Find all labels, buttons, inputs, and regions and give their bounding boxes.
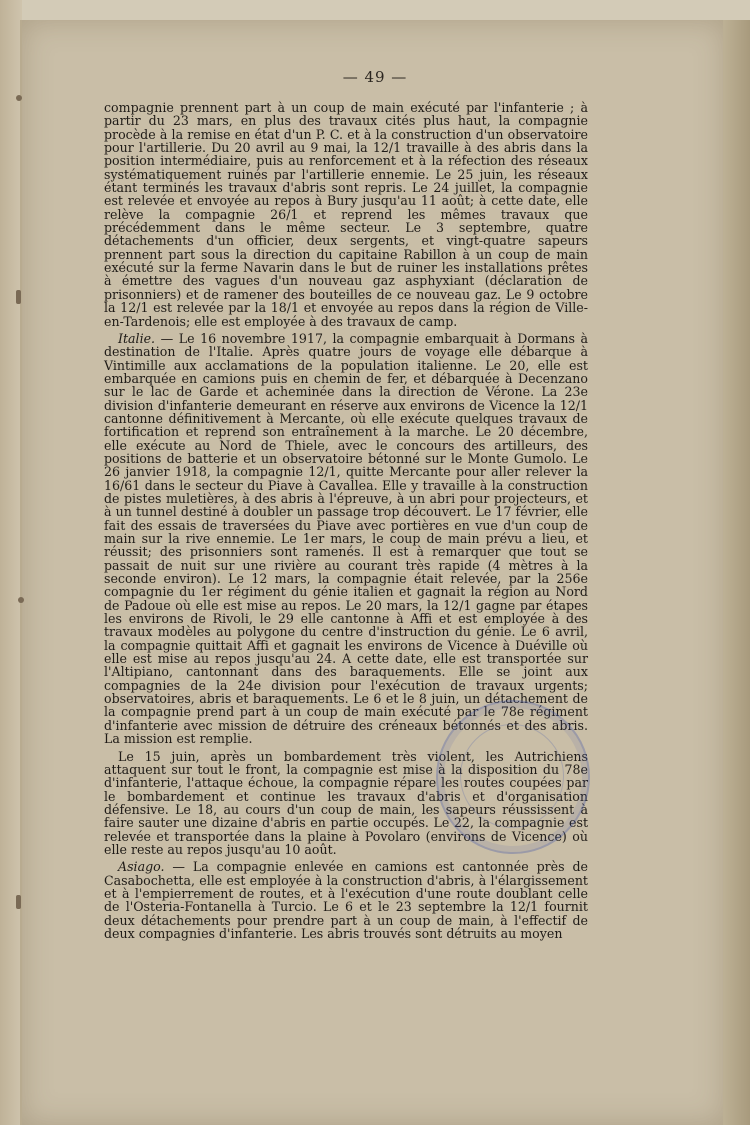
stamp-inner-ring — [460, 724, 564, 828]
paragraph-text: compagnie prennent part à un coup de main exécuté par l'infanterie ; à partir du 23 mars, en plus des travaux cités plus haut, la compagnie procède à la remise en état d'un P. C. et à la construction d'un observatoire pour l'artillerie. Du 20 avril au 9 mai, la 12/1 travaille à des abris dans la position intermédiaire, puis au renforcement et à la réfection des réseaux systématiquement ruinés par l'artillerie ennemie. Le 25 juin, les réseaux étant terminés les travaux d'abris sont repris. Le 24 juillet, la compagnie est relevée et envoyée au repos à Bury jusqu'au 11 août; à cette date, elle relève la compagnie 26/1 et reprend les mêmes travaux que précédemment dans le même secteur. Le 3 septembre, quatre détachements d'un officier, deux sergents, et vingt-quatre sapeurs prennent part sous la direction du capitaine Rabillon à un coup de main exécuté sur la ferme Navarin dans le but de ruiner les installations prêtes à émettre des vagues d'un nouveau gaz asphyxiant (déclaration de prisonniers) et de ramener des bouteilles de ce nouveau gaz. Le 9 octobre la 12/1 est relevée par la 18/1 et envoyée au repos dans la région de Ville-en-Tardenois; elle est employée à des travaux de camp. — [104, 100, 588, 329]
paragraph — [104, 101, 588, 328]
paragraph-asiago — [104, 860, 588, 940]
margin-mark — [18, 597, 24, 603]
margin-mark — [16, 290, 21, 304]
page-edge — [723, 20, 750, 1125]
paragraph-text: La compagnie enlevée en camions est cantonnée près de Casabochetta, elle est employée à la construction d'abris, à l'élargissement et à l'empierrement de routes, et à l'exécution d'une route doublant celle de l'Osteria-Fontanella à Turcio. Le 6 et le 23 septembre la 12/1 fournit deux détachements pour prendre part à un coup de main, à l'effectif de deux compagnies d'infanterie. Les abris trouvés sont détruits au moyen — [104, 859, 588, 941]
book-spine — [0, 0, 22, 1125]
page-number: — 49 — — [342, 68, 408, 86]
margin-mark — [16, 895, 21, 909]
library-stamp — [436, 700, 590, 854]
paragraph-text: Le 15 juin, après un bombardement très violent, les Autrichiens attaquent sur tout le front, la compagnie est mise à la disposition du 78e d'infanterie, l'attaque échoue, la compagnie répare les routes coupées par le bombardement et continue les travaux d'abris et d'organisation défensive. Le 18, au cours d'un coup de main, les sapeurs réussissent à faire sauter une dizaine d'abris en partie occupés. Le 22, la compagnie est relevée et transportée dans la plaine à Povolaro (environs de Vicence) où elle reste au repos jusqu'au 10 août. — [104, 748, 588, 857]
section-lead: Asiago. — — [118, 859, 186, 875]
section-lead: Italie. — — [118, 330, 174, 346]
margin-mark — [16, 95, 22, 101]
paragraph-italie — [104, 332, 588, 746]
paragraph-text: Le 16 novembre 1917, la compagnie embarquait à Dormans à destination de l'Italie. Après quatre jours de voyage elle débarque à Vintimille aux acclamations de la population italienne. Le 20, elle est embarquée en camions puis en chemin de fer, et débarquée à Decenzano sur le lac de Garde et acheminée dans la direction de Vérone. La 23e division d'infanterie demeurant en réserve aux environs de Vicence la 12/1 cantonne définitivement à Mercante, où elle exécute quelques travaux de fortification et reprend son entraînement à la marche. Le 20 décembre, elle exécute au Nord de Thiele, avec le concours des artilleurs, des positions de batterie et un observatoire bétonné sur le Monte Gumolo. Le 26 janvier 1918, la compagnie 12/1, quitte Mercante pour aller relever la 16/61 dans le secteur du Piave à Cavallea. Elle y travaille à la construction de pistes muletières, à des abris à l'épreuve, à un abri pour projecteurs, et à un tunnel destiné à doubler un passage trop découvert. Le 17 février, elle fait des essais de traversées du Piave avec portières en vue d'un coup de main sur la rive ennemie. Le 1er mars, le coup de main prévu a lieu, et réussit; des prisonniers sont ramenés. Il est à remarquer que tout se passait de nuit sur une rivière au courant très rapide (4 mètres à la seconde environ). Le 12 mars, la compagnie était relevée, par la 256e compagnie du 1er régiment du génie italien et gagnait la région au Nord de Padoue où elle est mise au repos. Le 20 mars, la 12/1 gagne par étapes les environs de Rivoli, le 29 elle cantonne à Affi et est employée à des travaux modèles au polygone du centre d'instruction du génie. Le 6 avril, la compagnie quittait Affi et gagnait les environs de Vicence à Duéville où elle est mise au repos jusqu'au 24. A cette date, elle est transportée sur l'Altipiano, cantonnant dans des baraquements. Elle se joint aux compagnies de la 24e division pour l'exécution de travaux urgents; observatoires, abris et baraquements. Le 6 et le 8 juin, un détachement de la compagnie prend part à un coup de main exécuté par le 78e régiment d'infanterie avec mission de détruire des créneaux bétonnés et des abris. La mission est remplie. — [104, 330, 588, 747]
